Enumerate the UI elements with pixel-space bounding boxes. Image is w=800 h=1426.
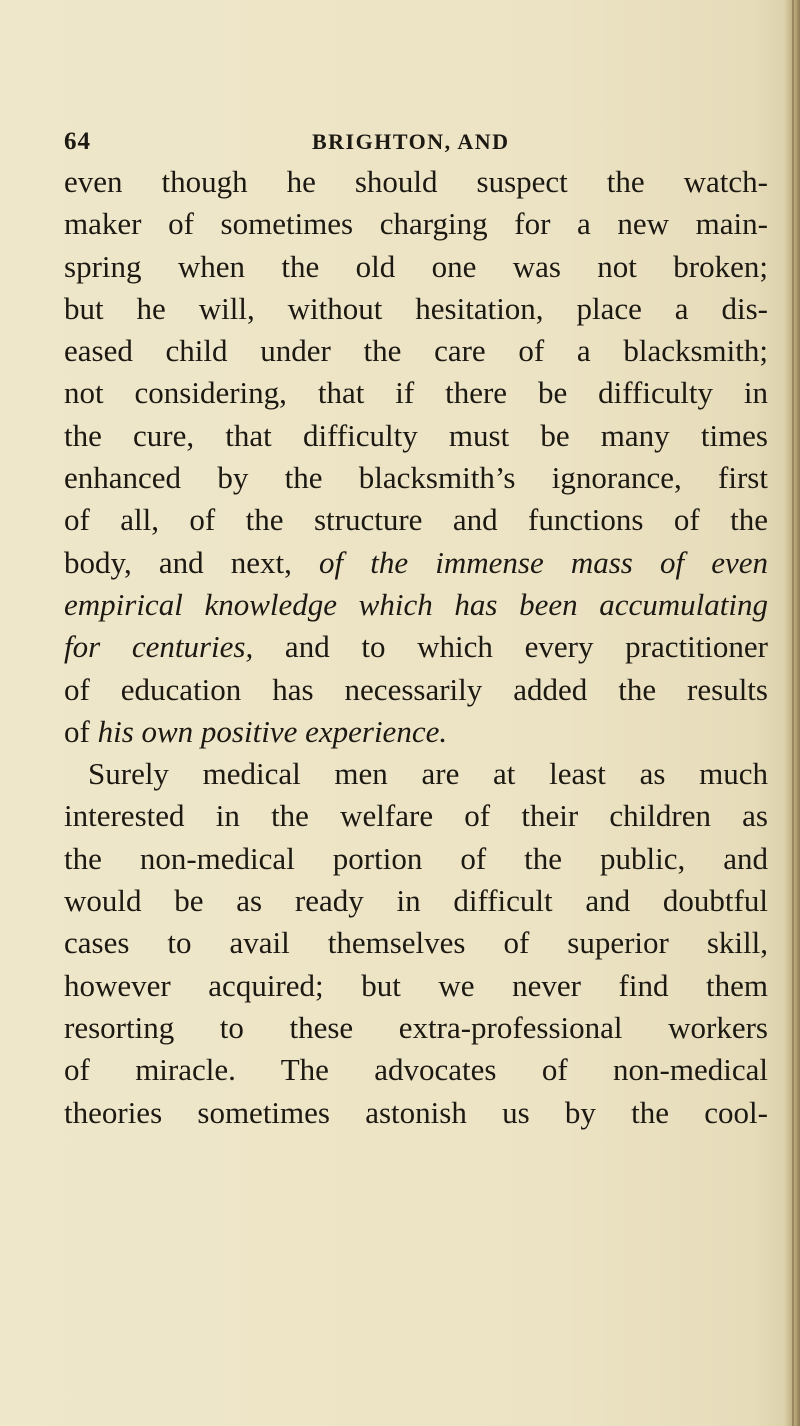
text-run: the cure, that difficulty must be many times xyxy=(64,417,768,453)
text-line xyxy=(64,626,768,668)
text-run: enhanced by the blacksmith’s ignorance, first xyxy=(64,460,768,496)
text-run: of education has necessarily added the results xyxy=(64,671,768,707)
text-run: however acquired; but we never find them xyxy=(64,967,768,1003)
text-line xyxy=(64,457,768,499)
text-line xyxy=(64,711,768,753)
text-line xyxy=(64,1092,768,1134)
text-run: the non-medical portion of the public, and xyxy=(64,840,768,876)
running-title: BRIGHTON, AND xyxy=(312,129,510,154)
text-run: not considering, that if there be difficulty in xyxy=(64,375,768,411)
text-line xyxy=(64,203,768,245)
text-line xyxy=(64,415,768,457)
text-line xyxy=(64,584,768,626)
text-line xyxy=(64,922,768,964)
text-run: of all, of the structure and functions of the xyxy=(64,502,768,538)
text-run: cases to avail themselves of superior skill, xyxy=(64,925,768,961)
text-line xyxy=(64,838,768,880)
text-run: of miracle. The advocates of non-medical xyxy=(64,1052,768,1088)
text-line xyxy=(64,965,768,1007)
text-run: theories sometimes astonish us by the cool- xyxy=(64,1094,768,1130)
text-run: spring when the old one was not broken; xyxy=(64,248,768,284)
italic-text: of the immense mass of even xyxy=(319,544,768,580)
text-line xyxy=(64,288,768,330)
text-line xyxy=(64,499,768,541)
text-run: body, and next, xyxy=(64,544,319,580)
running-head xyxy=(64,128,724,162)
italic-text: his own positive experience. xyxy=(97,713,448,749)
page-edge-line xyxy=(792,0,794,1426)
text-run: Surely medical men are at least as much xyxy=(88,756,768,792)
text-line xyxy=(64,1049,768,1091)
text-run: eased child under the care of a blacksmith; xyxy=(64,333,768,369)
text-run: maker of sometimes charging for a new main- xyxy=(64,206,768,242)
text-line xyxy=(64,880,768,922)
text-run: even though he should suspect the watch- xyxy=(64,164,768,199)
text-run: would be as ready in difficult and doubtful xyxy=(64,883,768,919)
text-line xyxy=(64,246,768,288)
italic-text: for centuries, xyxy=(64,629,254,665)
text-run: but he will, without hesitation, place a dis- xyxy=(64,290,768,326)
text-line xyxy=(64,753,768,795)
text-line xyxy=(64,542,768,584)
body-text xyxy=(64,161,768,1134)
text-line xyxy=(64,161,768,203)
text-run: and to which every practitioner xyxy=(253,629,768,665)
text-line xyxy=(64,1007,768,1049)
text-line xyxy=(64,372,768,414)
text-line xyxy=(64,330,768,372)
text-run: interested in the welfare of their children as xyxy=(64,798,768,834)
text-line xyxy=(64,669,768,711)
text-run: of xyxy=(64,713,98,749)
text-line xyxy=(64,795,768,837)
page-number: 64 xyxy=(64,128,91,155)
italic-text: empirical knowledge which has been accumulating xyxy=(64,586,768,622)
text-run: resorting to these extra-professional workers xyxy=(64,1009,768,1045)
